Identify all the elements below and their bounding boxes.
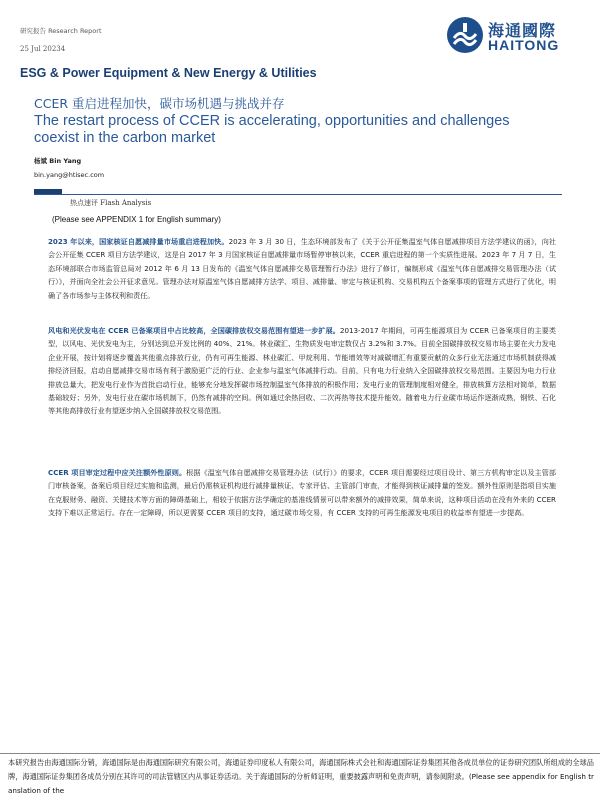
paragraph-additionality [48, 466, 556, 520]
paragraph-wind-solar [48, 324, 556, 418]
report-title-cn: CCER 重启进程加快，碳市场机遇与挑战并存 [34, 96, 285, 111]
flash-divider [34, 194, 562, 195]
haitong-logo-icon [446, 16, 484, 54]
haitong-logo [446, 16, 586, 58]
flash-analysis-label: 热点速评 Flash Analysis [70, 199, 152, 207]
footer-disclaimer: 本研究报告由海通国际分销，海通国际是由海通国际研究有限公司，海通证券印度私人有限公司，海通国际株式会社和海通国际证券集团其他各成员单位的证券研究团队所组成的全球品牌，海通国际证券集团各成员分别在其许可的司法管辖区内从事证券活动。关于海通国际的分析师证明，重要披露声明和免责声明，请参阅附录。(Please see appendix for English translation of the [8, 758, 594, 795]
paragraph-lead: CCER 项目审定过程中应关注额外性原则。 [48, 468, 187, 477]
appendix-note: (Please see APPENDIX 1 for English summary) [52, 215, 221, 224]
footer-divider [0, 753, 600, 754]
paragraph-body: 2023 年 3 月 30 日，生态环境部发布了《关于公开征集温室气体自愿减排项目方法学建议的函》，向社会公开征集 CCER 项目方法学建议，这是自 2017 年 3 月国家核证自愿减排量市场暂停审核以来，CCER 重启进程的第一个实质性进展。2023 年 7 月 7 日，生态环境部联合市场监管总局对 2012 年 6 月 13 日发布的《温室气体自愿减排交易管理暂行办法》进行了修订，编制形成《温室气体自愿减排交易管理办法（试行）》，并面向全社会公开征求意见。管理办法对原温室气体自愿减排方法学、项目、减排量、审定与核证机构、交易机构五个备案事项的管理方式进行了优化，明确了各市场参与主体权利和责任。 [48, 237, 556, 300]
report-title-en: The restart process of CCER is accelerating, opportunities and challenges coexist in the carbon market [34, 113, 510, 146]
logo-name-en: HAITONG [488, 37, 560, 53]
report-type: 研究报告 Research Report [20, 27, 102, 35]
report-date: 25 Jul 20234 [20, 45, 66, 53]
paragraph-body: 根据《温室气体自愿减排交易管理办法（试行）》的要求，CCER 项目需要经过项目设计、第三方机构审定以及主管部门审核备案，备案后项目经过实施和监测，最后仍需核证机构进行减排量核证、专家评估、主管部门审查，才能得到核证减排量的签发。额外性原则是指项目实施在克服财务、融资、关键技术等方面的障碍基础上，相较于依据方法学确定的基准线情景可以带来额外的减排效果，简单来说，这种项目活动在没有外来的 CCER 支持下难以正常运行。存在一定障碍，所以更需要 CCER 项目的支持，通过碳市场交易，有 CCER 支持的可再生能源发电项目的收益率有望进一步提高。 [48, 468, 556, 518]
author-email[interactable]: bin.yang@htisec.com [34, 171, 105, 179]
paragraph-restart [48, 235, 556, 302]
paragraph-lead: 风电和光伏发电在 CCER 已备案项目中占比较高，全国碳排放权交易范围有望进一步扩展。 [48, 326, 340, 335]
report-header [20, 26, 102, 53]
logo-name-cn: 海通國際 [488, 21, 557, 40]
paragraph-lead: 2023 年以来，国家核证自愿减排量市场重启进程加快。 [48, 237, 229, 246]
paragraph-body: 2013-2017 年期间，可再生能源项目为 CCER 已备案项目的主要类型，以风电、光伏发电为主，分别达到总开发比例的 40%、21%。林业碳汇、生物质发电审定数仅占 3.2%和 3.7%。目前全国碳排放权交易市场主要在火力发电企业开展，按计划将逐步覆盖其他重点排放行业，仍有可再生能源、林业碳汇、甲烷利用、节能增效等对减碳增汇有重要贡献的众多行业无法通过市场机制获得减排经济回报，启动自愿减排交易市场有利于激励更广泛的行业、企业参与温室气体减排行动。目前，只有电力行业纳入全国碳排放权交易范围。主要因为电力行业排放总量大，把发电行业作为首批启动行业，能够充分地发挥碳市场控制温室气体排放的积极作用；发电行业的管理制度相对健全，排放核算方法相对简单，数据基础较好；另外，发电行业在碳市场机制下，仍然有减排的空间。例如通过余热回收、二次再热等技术提升能效。随着电力行业碳市场运作逐渐成熟，钢铁、石化等其他高排放行业有望逐步纳入全国碳排放权交易范围。 [48, 326, 556, 416]
author-name: 杨斌 Bin Yang [34, 157, 82, 165]
sector-heading: ESG & Power Equipment & New Energy & Utilities [20, 66, 317, 80]
